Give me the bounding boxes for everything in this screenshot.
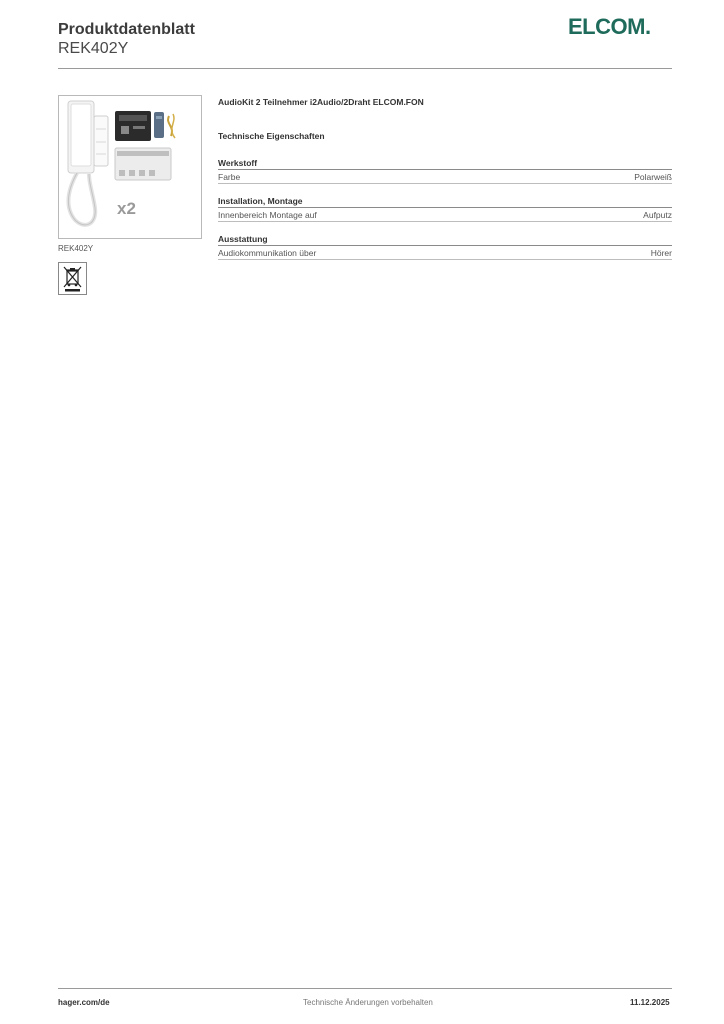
intercom-kit-image [59,96,201,238]
property-value: Aufputz [643,210,672,220]
product-image [58,95,202,239]
group-title: Ausstattung [218,234,268,244]
row-divider [218,221,672,222]
property-label: Innenbereich Montage auf [218,210,317,220]
row-divider [218,259,672,260]
header-divider [58,68,672,69]
page-title: Produktdatenblatt [58,21,195,38]
section-title: Technische Eigenschaften [218,131,325,141]
product-number: REK402Y [58,40,129,57]
image-caption: REK402Y [58,244,94,253]
footer-divider [58,988,672,989]
footer-date: 11.12.2025 [630,998,670,1007]
group-title: Werkstoff [218,158,258,168]
property-group-installation [218,195,672,222]
property-value: Polarweiß [634,172,672,182]
weee-symbol [58,262,87,295]
crossed-out-wheelie-bin-icon [59,263,86,294]
group-title: Installation, Montage [218,196,303,206]
property-label: Audiokommunikation über [218,248,317,258]
property-group-ausstattung [218,233,672,260]
brand-logo: ELCOM. [568,14,651,39]
product-name: AudioKit 2 Teilnehmer i2Audio/2Draht ELCOM.FON [218,97,424,107]
property-group-werkstoff [218,157,672,184]
footer-note: Technische Änderungen vorbehalten [303,998,433,1007]
row-divider [218,183,672,184]
property-label: Farbe [218,172,241,182]
footer-website-link[interactable]: hager.com/de [58,998,110,1007]
property-row [218,208,672,221]
property-row [218,246,672,259]
property-row [218,170,672,183]
multiplier-label: x2 [117,199,136,218]
property-value: Hörer [650,248,672,258]
